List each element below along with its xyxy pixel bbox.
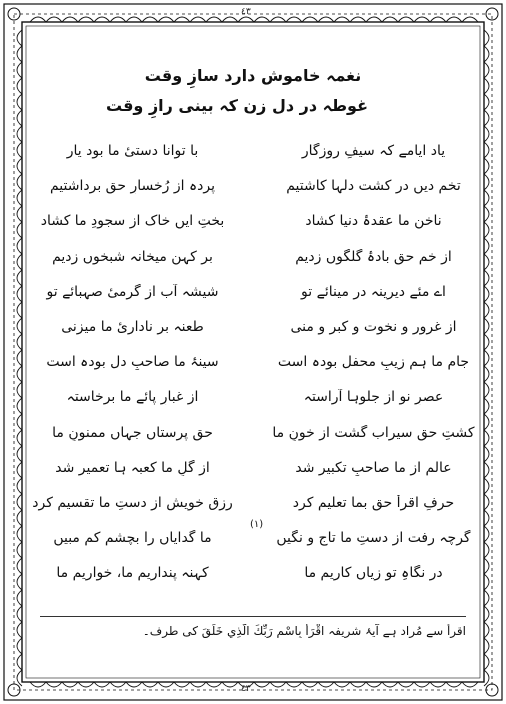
hemistich-right: از خمِ حق بادۂ گلگوں زدیم bbox=[295, 248, 452, 265]
border-scallops-left bbox=[17, 30, 22, 686]
footnote-divider bbox=[40, 616, 466, 617]
hemistich-left: بر کہن میخانہ شبخوں زدیم bbox=[52, 248, 213, 265]
couplet bbox=[30, 284, 476, 314]
couplet bbox=[30, 460, 476, 490]
heading-line-1: نغمہ خاموش دارد سازِ وقت bbox=[144, 66, 362, 85]
footnote-marker: (۱) bbox=[250, 519, 264, 530]
couplet bbox=[30, 319, 476, 349]
couplet bbox=[30, 178, 476, 208]
couplet bbox=[30, 249, 476, 279]
hemistich-left: از غبارِ پائے ما برخاستہ bbox=[66, 389, 199, 406]
couplet bbox=[30, 530, 476, 560]
hemistich-right: جامِ ما ہم زیبِ محفل بودہ است bbox=[277, 354, 470, 371]
border-scallops-right bbox=[484, 30, 489, 686]
hemistich-left: بختِ ایں خاک از سجودِ ما کشاد bbox=[40, 213, 225, 230]
hemistich-left: با توانا دستیٔ ما بود یار bbox=[66, 143, 199, 159]
hemistich-left: سینۂ ما صاحبِ دل بودہ است bbox=[46, 354, 219, 371]
couplet bbox=[30, 354, 476, 384]
couplet bbox=[30, 143, 476, 173]
page-number-top: ٤٣ bbox=[241, 7, 251, 17]
hemistich-right: یاد ایامے کہ سیفِ روزگار bbox=[301, 143, 446, 159]
heading-line-2: غوطہ در دل زن کہ بینی رازِ وقت bbox=[106, 96, 368, 115]
hemistich-right: کشتِ حق سیراب گشت از خونِ ما bbox=[272, 424, 475, 441]
hemistich-left: رزقِ خویش از دستِ ما تقسیم کرد bbox=[32, 495, 233, 511]
hemistich-left: شیشہ آب از گرمیٔ صہبائے تو bbox=[46, 283, 219, 300]
hemistich-right: عصرِ نو از جلوہا آراستہ bbox=[303, 389, 444, 406]
couplet bbox=[30, 389, 476, 419]
hemistich-left: ما گدایاں را بچشمِ کم مبیں bbox=[53, 530, 212, 547]
footnote: اقرأ سے مُراد ہے آیۂ شریفہ اقْرَأْ بِاسْمِ رَبِّكَ الَّذِي خَلَقَ کی طرف۔ bbox=[142, 624, 466, 638]
border-scallops-top bbox=[30, 17, 478, 22]
hemistich-left: کہنہ پنداریم ما، خواریم ما bbox=[56, 565, 209, 582]
border-scallops-bottom bbox=[30, 682, 478, 687]
hemistich-right: در نگاہِ تو زیاں کاریم ما bbox=[304, 565, 443, 582]
couplet bbox=[30, 213, 476, 243]
hemistich-left: پردہ از رُخسارِ حق برداشتیم bbox=[49, 178, 215, 195]
hemistich-right: عالم از ما صاحبِ تکبیر شد bbox=[295, 459, 452, 476]
page-number-bottom: ٤٣ bbox=[241, 684, 251, 694]
hemistich-left: از گلِ ما کعبہ ہا تعمیر شد bbox=[55, 459, 210, 476]
hemistich-right: از غرور و نخوت و کبر و منی bbox=[290, 319, 457, 335]
hemistich-right: اے مئے دیرینہ در مینائے تو bbox=[301, 283, 446, 300]
couplet bbox=[30, 565, 476, 595]
hemistich-right: حرفِ اقرأ حق بما تعلیم کرد bbox=[292, 495, 455, 511]
hemistich-left: حق پرستاں جہاں ممنونِ ما bbox=[52, 424, 213, 441]
hemistich-right: تخمِ دیں در کشت دلہا کاشتیم bbox=[286, 178, 461, 195]
hemistich-left: طعنہ بر ناداریٔ ما میزنی bbox=[61, 319, 204, 335]
couplet bbox=[30, 425, 476, 455]
hemistich-right: گرچہ رفت از دستِ ما تاج و نگیں bbox=[276, 530, 471, 547]
hemistich-right: ناخنِ ما عقدۂ دنیا کشاد bbox=[305, 213, 442, 230]
